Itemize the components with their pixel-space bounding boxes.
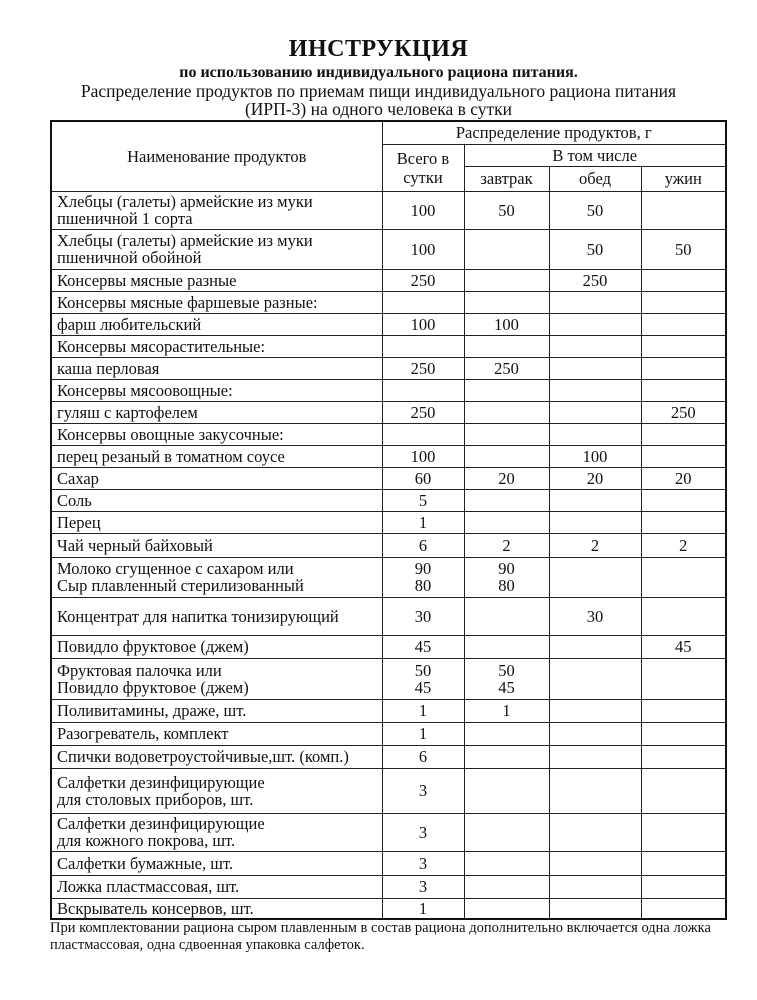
total-cell: 3 [382,851,464,875]
breakfast-cell: 250 [464,357,549,379]
breakfast-cell [464,445,549,467]
total-cell: 1 [382,511,464,533]
lunch-cell [549,313,641,335]
table-row [51,875,726,898]
dinner-cell [641,557,726,597]
product-name-cell: Перец [51,511,382,533]
dinner-cell [641,898,726,919]
total-cell: 1 [382,898,464,919]
dinner-cell [641,423,726,445]
breakfast-cell [464,229,549,269]
total-cell: 250 [382,357,464,379]
document-heading-line-2: (ИРП-3) на одного человека в сутки [244,99,513,119]
lunch-cell: 100 [549,445,641,467]
product-name-cell: Разогреватель, комплект [51,722,382,745]
breakfast-cell [464,813,549,851]
footnote: При комплектовании рациона сыром плавленным в состав рациона дополнительно включается одна ложка пластмассовая, одна сдвоенная упаковка салфеток. [50,920,711,953]
dinner-cell [641,511,726,533]
product-name-cell: Поливитамины, драже, шт. [51,699,382,722]
dinner-cell: 20 [641,467,726,489]
product-name-cell: Сахар [51,467,382,489]
product-name-cell: Фруктовая палочка или Повидло фруктовое (джем) [51,658,382,699]
lunch-cell [549,813,641,851]
table-row [51,813,726,851]
document-subtitle: по использованию индивидуального рациона питания. [179,64,578,81]
lunch-cell: 20 [549,467,641,489]
product-name-cell: фарш любительский [51,313,382,335]
dinner-cell [641,851,726,875]
lunch-cell [549,768,641,813]
dinner-cell [641,313,726,335]
product-name-cell: Соль [51,489,382,511]
product-name-cell: Спички водоветроустойчивые,шт. (комп.) [51,745,382,768]
table-row [51,489,726,511]
breakfast-cell [464,745,549,768]
breakfast-cell [464,291,549,313]
header-including: В том числе [464,144,726,166]
dinner-cell [641,699,726,722]
total-cell: 6 [382,533,464,557]
table-row [51,191,726,229]
header-dinner: ужин [641,166,726,191]
dinner-cell [641,813,726,851]
total-cell: 100 [382,229,464,269]
lunch-cell [549,898,641,919]
table-row [51,379,726,401]
dinner-cell [641,489,726,511]
breakfast-cell [464,851,549,875]
breakfast-cell: 90 80 [464,557,549,597]
dinner-cell [641,191,726,229]
dinner-cell [641,768,726,813]
dinner-cell: 250 [641,401,726,423]
dinner-cell [641,722,726,745]
lunch-cell [549,722,641,745]
table-row [51,467,726,489]
lunch-cell: 30 [549,597,641,635]
header-lunch: обед [549,166,641,191]
lunch-cell [549,745,641,768]
lunch-cell [549,423,641,445]
table-row [51,635,726,658]
breakfast-cell [464,898,549,919]
breakfast-cell [464,635,549,658]
total-cell: 50 45 [382,658,464,699]
document-title: ИНСТРУКЦИЯ [288,36,469,62]
breakfast-cell [464,401,549,423]
total-cell: 3 [382,768,464,813]
header-product-name: Наименование продуктов [51,121,382,191]
document-heading-line-1: Распределение продуктов по приемам пищи индивидуального рациона питания [80,81,677,101]
lunch-cell [549,658,641,699]
lunch-cell: 50 [549,191,641,229]
lunch-cell [549,875,641,898]
breakfast-cell [464,597,549,635]
lunch-cell: 2 [549,533,641,557]
product-name-cell: Салфетки бумажные, шт. [51,851,382,875]
header-total: Всего в сутки [382,144,464,191]
table-row [51,533,726,557]
breakfast-cell: 2 [464,533,549,557]
table-row [51,401,726,423]
table-row [51,335,726,357]
total-cell: 1 [382,722,464,745]
table-row [51,722,726,745]
lunch-cell: 250 [549,269,641,291]
breakfast-cell: 1 [464,699,549,722]
breakfast-cell [464,768,549,813]
table-row [51,745,726,768]
breakfast-cell [464,722,549,745]
lunch-cell [549,699,641,722]
dinner-cell [641,335,726,357]
breakfast-cell [464,511,549,533]
table-row [51,313,726,335]
total-cell: 100 [382,191,464,229]
header-breakfast: завтрак [464,166,549,191]
product-name-cell: Чай черный байховый [51,533,382,557]
lunch-cell [549,335,641,357]
lunch-cell [549,557,641,597]
total-cell: 250 [382,269,464,291]
product-name-cell: Консервы овощные закусочные: [51,423,382,445]
table-row [51,357,726,379]
table-row [51,511,726,533]
breakfast-cell: 50 [464,191,549,229]
table-row [51,269,726,291]
breakfast-cell [464,379,549,401]
table-row [51,768,726,813]
ration-table [50,120,727,920]
product-name-cell: каша перловая [51,357,382,379]
table-row [51,423,726,445]
breakfast-cell: 20 [464,467,549,489]
lunch-cell [549,357,641,379]
table-row [51,557,726,597]
dinner-cell: 50 [641,229,726,269]
lunch-cell [549,851,641,875]
product-name-cell: Хлебцы (галеты) армейские из муки пшеничной обойной [51,229,382,269]
table-row [51,851,726,875]
total-cell: 100 [382,313,464,335]
dinner-cell [641,291,726,313]
total-cell [382,379,464,401]
total-cell [382,335,464,357]
total-cell: 100 [382,445,464,467]
breakfast-cell: 50 45 [464,658,549,699]
product-name-cell: Молоко сгущенное с сахаром или Сыр плавленный стерилизованный [51,557,382,597]
total-cell: 5 [382,489,464,511]
table-row [51,291,726,313]
dinner-cell [641,445,726,467]
dinner-cell [641,379,726,401]
dinner-cell: 2 [641,533,726,557]
dinner-cell [641,658,726,699]
breakfast-cell [464,875,549,898]
dinner-cell [641,269,726,291]
dinner-cell [641,597,726,635]
product-name-cell: гуляш с картофелем [51,401,382,423]
total-cell: 250 [382,401,464,423]
total-cell: 60 [382,467,464,489]
product-name-cell: Салфетки дезинфицирующие для кожного покрова, шт. [51,813,382,851]
lunch-cell [549,379,641,401]
table-row [51,229,726,269]
lunch-cell [549,635,641,658]
product-name-cell: Консервы мясные разные [51,269,382,291]
lunch-cell [549,489,641,511]
product-name-cell: Консервы мясорастительные: [51,335,382,357]
total-cell: 3 [382,813,464,851]
total-cell: 30 [382,597,464,635]
header-distribution: Распределение продуктов, г [382,121,726,144]
table-row [51,898,726,919]
product-name-cell: Консервы мясные фаршевые разные: [51,291,382,313]
total-cell: 45 [382,635,464,658]
breakfast-cell: 100 [464,313,549,335]
total-cell [382,423,464,445]
total-cell: 3 [382,875,464,898]
dinner-cell [641,875,726,898]
product-name-cell: Консервы мясоовощные: [51,379,382,401]
lunch-cell [549,291,641,313]
breakfast-cell [464,423,549,445]
dinner-cell [641,357,726,379]
breakfast-cell [464,489,549,511]
total-cell: 6 [382,745,464,768]
table-row [51,597,726,635]
product-name-cell: Повидло фруктовое (джем) [51,635,382,658]
breakfast-cell [464,269,549,291]
table-row [51,445,726,467]
total-cell: 1 [382,699,464,722]
product-name-cell: Салфетки дезинфицирующие для столовых приборов, шт. [51,768,382,813]
table-row [51,658,726,699]
product-name-cell: Концентрат для напитка тонизирующий [51,597,382,635]
product-name-cell: Вскрыватель консервов, шт. [51,898,382,919]
dinner-cell [641,745,726,768]
total-cell [382,291,464,313]
lunch-cell [549,401,641,423]
lunch-cell [549,511,641,533]
product-name-cell: Ложка пластмассовая, шт. [51,875,382,898]
total-cell: 90 80 [382,557,464,597]
breakfast-cell [464,335,549,357]
product-name-cell: перец резаный в томатном соусе [51,445,382,467]
lunch-cell: 50 [549,229,641,269]
product-name-cell: Хлебцы (галеты) армейские из муки пшеничной 1 сорта [51,191,382,229]
dinner-cell: 45 [641,635,726,658]
table-row [51,699,726,722]
